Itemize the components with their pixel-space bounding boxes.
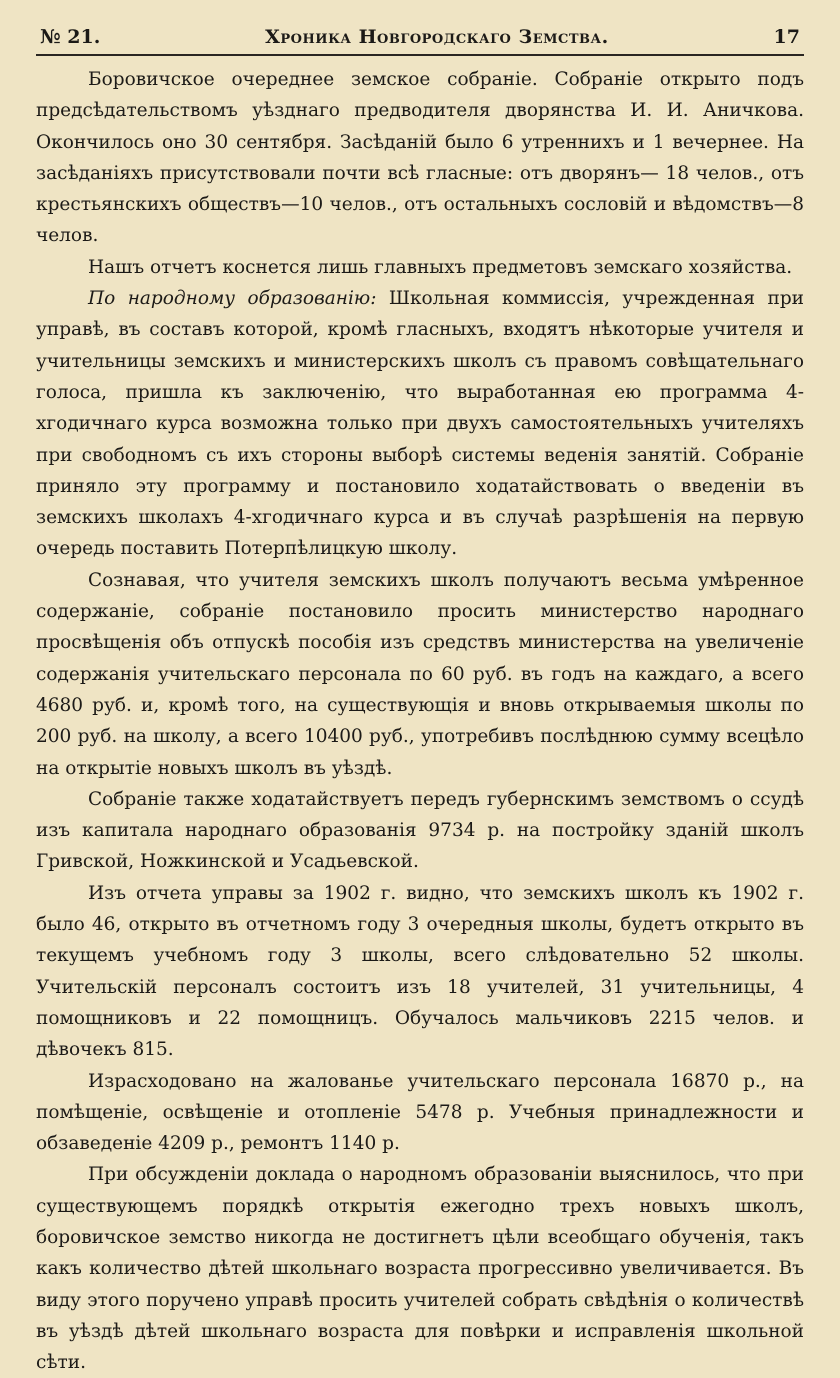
paragraph (36, 784, 804, 878)
paragraph-text: Нашъ отчетъ коснется лишь главныхъ предметовъ земскаго хозяйства. (88, 256, 793, 278)
paragraph-text: Сознавая, что учителя земскихъ школъ получаютъ весьма умѣренное содержаніе, собраніе постановило просить министерство народнаго просвѣщенія объ отпускѣ пособія изъ средствъ министерства на увеличеніе содержанія учительскаго персонала по 60 руб. въ годъ на каждаго, а всего 4680 руб. и, кромѣ того, на существующія и вновь открываемыя школы по 200 руб. на школу, а всего 10400 руб., употребивъ послѣднюю сумму всецѣло на открытіе новыхъ школъ въ уѣздѣ. (36, 569, 804, 779)
paragraph-text: Израсходовано на жалованье учительскаго персонала 16870 р., на помѣщеніе, освѣщеніе и отопленіе 5478 р. Учебныя принадлежности и обзаведеніе 4209 р., ремонтъ 1140 р. (36, 1070, 804, 1155)
paragraph-text: При обсужденіи доклада о народномъ образованіи выяснилось, что при существующемъ порядкѣ открытія ежегодно трехъ новыхъ школъ, боровичское земство никогда не достигнетъ цѣли всеобщаго обученія, такъ какъ количество дѣтей школьнаго возраста прогрессивно увеличивается. Въ виду этого поручено управѣ просить учителей собрать свѣдѣнія о количествѣ въ уѣздѣ дѣтей школьнаго возраста для повѣрки и исправленія школьной сѣти. (36, 1164, 804, 1374)
paragraph (36, 64, 804, 252)
page-number: 17 (773, 26, 800, 48)
paragraph (36, 283, 804, 565)
running-header (36, 26, 804, 56)
journal-title: Хроника Новгородскаго Земства. (265, 26, 609, 48)
paragraph (36, 1066, 804, 1160)
issue-number: № 21. (40, 26, 101, 48)
paragraph (36, 252, 804, 283)
paragraph-text: Изъ отчета управы за 1902 г. видно, что земскихъ школъ къ 1902 г. было 46, открыто въ отчетномъ году 3 очередныя школы, будетъ открыто въ текущемъ учебномъ году 3 школы, всего слѣдовательно 52 школы. Учительскій персоналъ состоитъ изъ 18 учителей, 31 учительницы, 4 помощниковъ и 22 помощницъ. Обучалось мальчиковъ 2215 челов. и дѣвочекъ 815. (36, 882, 804, 1061)
article-body (36, 64, 804, 1378)
paragraph (36, 1159, 804, 1378)
paragraph (36, 878, 804, 1066)
paragraph-text: Собраніе также ходатайствуетъ передъ губернскимъ земствомъ о ссудѣ изъ капитала народнаго образованія 9734 р. на постройку зданій школъ Гривской, Ножкинской и Усадьевской. (36, 788, 804, 873)
paragraph-lead: По народному образованію: (88, 288, 377, 310)
paragraph (36, 565, 804, 784)
paragraph-text: Боровичское очереднее земское собраніе. Собраніе открыто подъ предсѣдательствомъ уѣзднаго предводителя дворянства И. И. Аничкова. Окончилось оно 30 сентября. Засѣданій было 6 утреннихъ и 1 вечернее. На засѣданіяхъ присутствовали почти всѣ гласные: отъ дворянъ— 18 челов., отъ крестьянскихъ обществъ—10 челов., отъ остальныхъ сословій и вѣдомствъ—8 челов. (36, 69, 804, 247)
paragraph-text: Школьная коммиссія, учрежденная при управѣ, въ составъ которой, кромѣ гласныхъ, входятъ нѣкоторые учителя и учительницы земскихъ и министерскихъ школъ съ правомъ совѣщательнаго голоса, пришла къ заключенію, что выработанная ею программа 4-хгодичнаго курса возможна только при двухъ самостоятельныхъ учителяхъ при свободномъ съ ихъ стороны выборѣ системы веденія занятій. Собраніе приняло эту программу и постановило ходатайствовать о введеніи въ земскихъ школахъ 4-хгодичнаго курса и въ случаѣ разрѣшенія на первую очередь поставить Потерпѣлицкую школу. (36, 288, 804, 560)
